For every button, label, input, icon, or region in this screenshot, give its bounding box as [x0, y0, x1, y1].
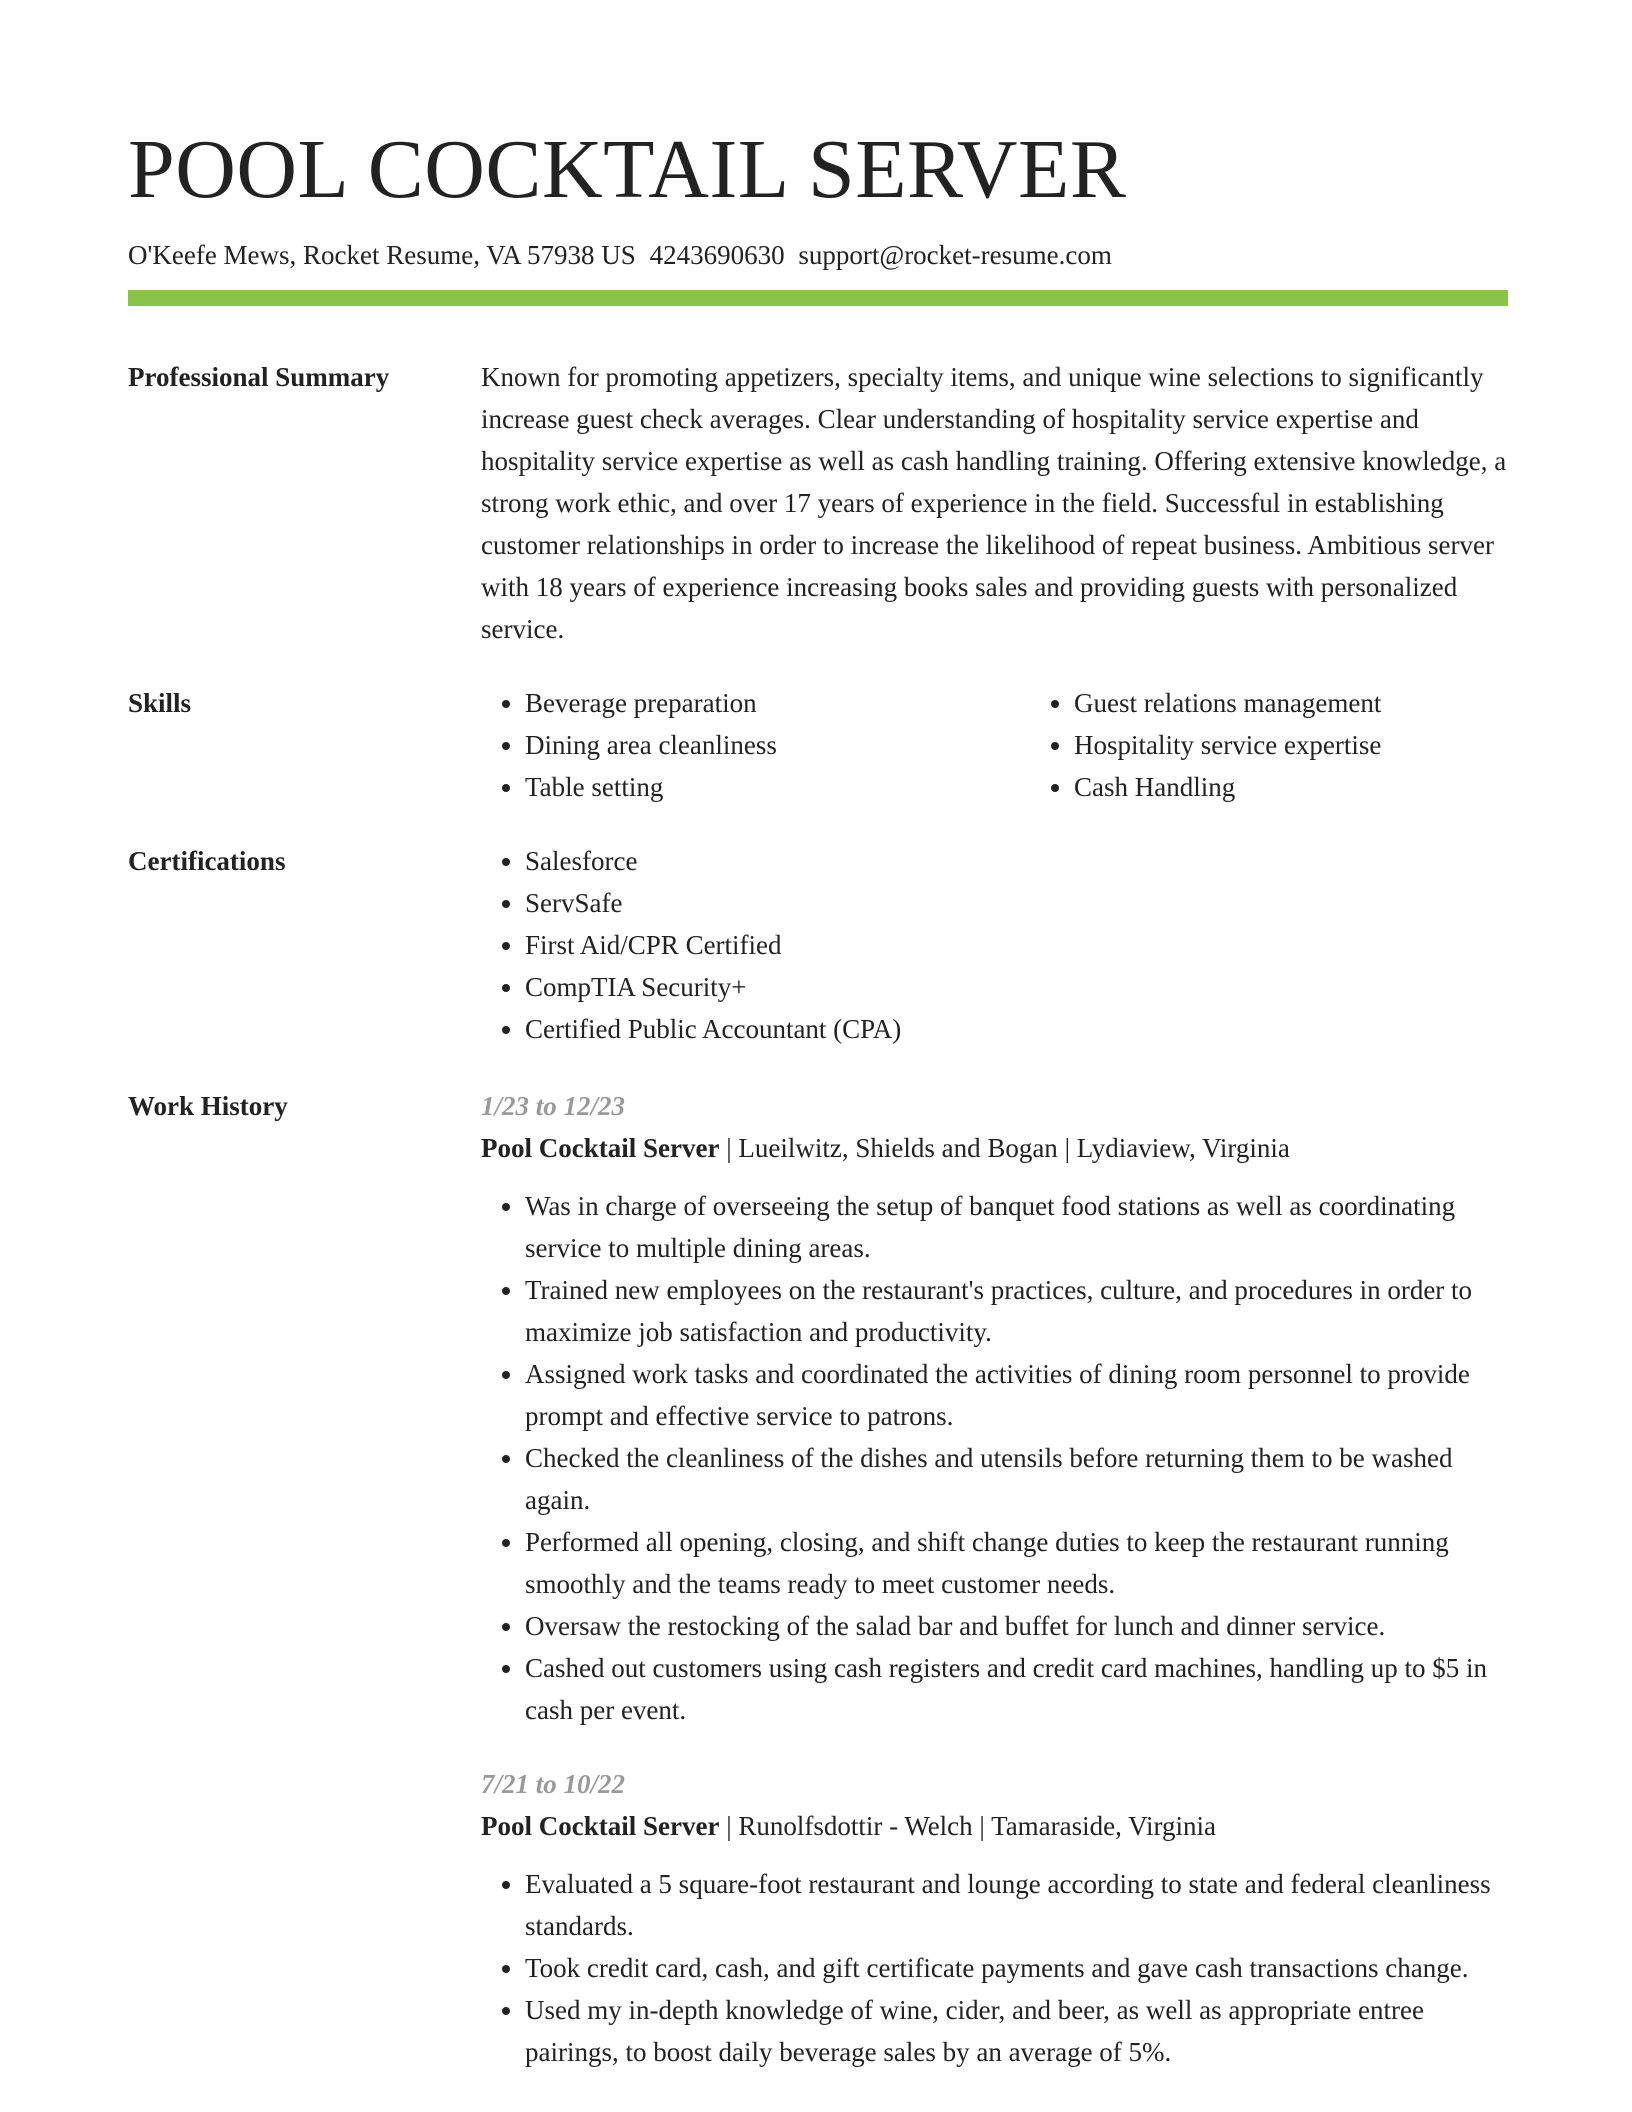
- job-duty: • Checked the cleanliness of the dishes and utensils before returning them to be washed again.: [525, 1437, 1508, 1521]
- skills-list-right: [1030, 682, 1579, 808]
- job-duty: • Cashed out customers using cash registers and credit card machines, handling up to $5 in cash per event.: [525, 1647, 1508, 1731]
- job-entry: [481, 1085, 1508, 1731]
- job-duties-list: [481, 1185, 1508, 1731]
- summary-section: [128, 356, 1508, 650]
- skills-heading: Skills: [128, 688, 192, 718]
- certifications-list: [481, 840, 1508, 1050]
- skill-item: • Beverage preparation: [525, 682, 1030, 724]
- skills-section: [128, 682, 1508, 808]
- work-history-body: [481, 1085, 1508, 2073]
- resume-page: [128, 120, 1508, 2073]
- work-history-heading: Work History: [128, 1091, 288, 1121]
- contact-line: [128, 238, 1508, 272]
- skill-item: • Cash Handling: [1074, 766, 1579, 808]
- job-heading-line: Pool Cocktail Server | Runolfsdottir - Welch | Tamaraside, Virginia: [481, 1811, 1217, 1841]
- skill-item: • Table setting: [525, 766, 1030, 808]
- skill-item: • Guest relations management: [1074, 682, 1579, 724]
- job-duty: • Evaluated a 5 square-foot restaurant and lounge according to state and federal cleanliness standards.: [525, 1863, 1508, 1947]
- certification-item: • First Aid/CPR Certified: [525, 924, 1508, 966]
- skill-item: • Dining area cleanliness: [525, 724, 1030, 766]
- job-title: Pool Cocktail Server: [481, 1811, 720, 1841]
- skills-list-left: [481, 682, 1030, 808]
- job-company: Lueilwitz, Shields and Bogan: [738, 1133, 1058, 1163]
- skills-columns: [481, 682, 1579, 808]
- job-company: Runolfsdottir - Welch: [738, 1811, 973, 1841]
- contact-address: O'Keefe Mews, Rocket Resume, VA 57938 US: [128, 240, 636, 270]
- contact-email: support@rocket-resume.com: [798, 240, 1112, 270]
- certifications-body: [481, 840, 1508, 1050]
- candidate-name: POOL COCKTAIL SERVER: [128, 123, 1127, 216]
- summary-text: Known for promoting appetizers, specialty items, and unique wine selections to significantly increase guest check averages. Clear understanding of hospitality service expertise and hospitality service expertise as well as cash handling training. Offering extensive knowledge, a strong work ethic, and over 17 years of experience in the field. Successful in establishing customer relationships in order to increase the likelihood of repeat business. Ambitious server with 18 years of experience increasing books sales and providing guests with personalized service.: [481, 362, 1507, 644]
- job-duty: • Was in charge of overseeing the setup of banquet food stations as well as coordinating service to multiple dining areas.: [525, 1185, 1508, 1269]
- job-dates: 1/23 to 12/23: [481, 1091, 626, 1121]
- job-title: Pool Cocktail Server: [481, 1133, 720, 1163]
- certifications-section: [128, 840, 1508, 1050]
- job-duty: • Oversaw the restocking of the salad bar and buffet for lunch and dinner service.: [525, 1605, 1508, 1647]
- header-divider: [128, 290, 1508, 306]
- summary-heading: Professional Summary: [128, 362, 390, 392]
- job-duties-list: [481, 1863, 1508, 2073]
- job-duty: • Took credit card, cash, and gift certificate payments and gave cash transactions change.: [525, 1947, 1508, 1989]
- job-duty: • Assigned work tasks and coordinated the activities of dining room personnel to provide prompt and effective service to patrons.: [525, 1353, 1508, 1437]
- job-heading-line: Pool Cocktail Server | Lueilwitz, Shields and Bogan | Lydiaview, Virginia: [481, 1133, 1290, 1163]
- job-duty: • Performed all opening, closing, and shift change duties to keep the restaurant running smoothly and the teams ready to meet customer needs.: [525, 1521, 1508, 1605]
- certification-item: • ServSafe: [525, 882, 1508, 924]
- certifications-heading: Certifications: [128, 846, 286, 876]
- certification-item: • Salesforce: [525, 840, 1508, 882]
- job-location: Lydiaview, Virginia: [1076, 1133, 1290, 1163]
- skill-item: • Hospitality service expertise: [1074, 724, 1579, 766]
- job-dates: 7/21 to 10/22: [481, 1769, 626, 1799]
- work-history-section: [128, 1085, 1508, 2073]
- contact-phone: 4243690630: [649, 240, 785, 270]
- job-duty: • Used my in-depth knowledge of wine, cider, and beer, as well as appropriate entree pairings, to boost daily beverage sales by an average of 5%.: [525, 1989, 1508, 2073]
- certification-item: • Certified Public Accountant (CPA): [525, 1008, 1508, 1050]
- job-entry: [481, 1763, 1508, 2073]
- certification-item: • CompTIA Security+: [525, 966, 1508, 1008]
- job-duty: • Trained new employees on the restaurant's practices, culture, and procedures in order to maximize job satisfaction and productivity.: [525, 1269, 1508, 1353]
- job-location: Tamaraside, Virginia: [991, 1811, 1217, 1841]
